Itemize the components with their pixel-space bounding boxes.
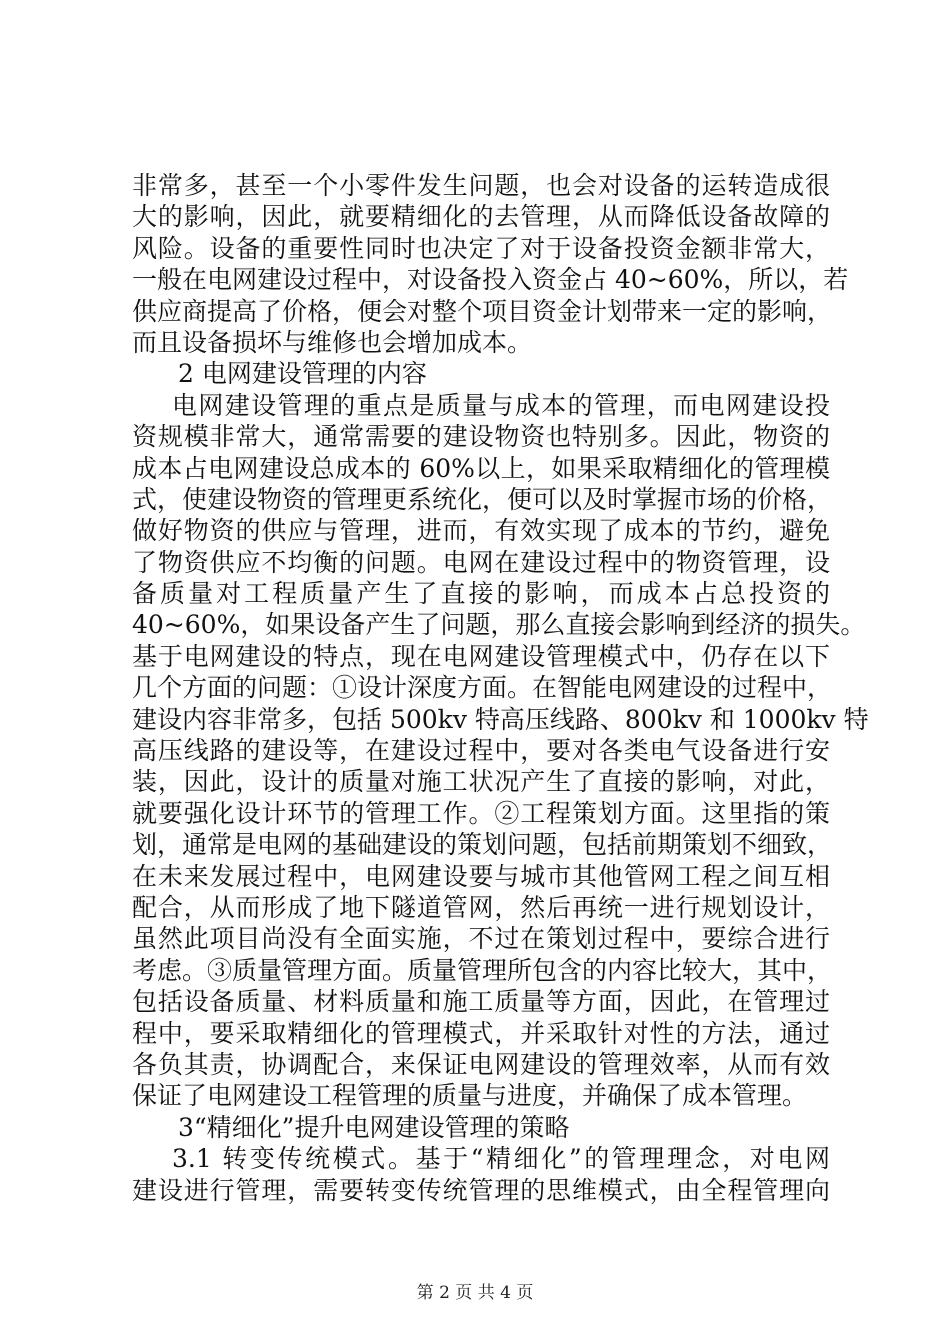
- text-line: 备质量对工程质量产生了直接的影响，而成本占总投资的: [132, 579, 830, 609]
- text-line: 了物资供应不均衡的问题。电网在建设过程中的物资管理，设: [132, 547, 830, 577]
- text-line: 电网建设管理的重点是质量与成本的管理，而电网建设投: [172, 390, 830, 420]
- text-line: 在未来发展过程中，电网建设要与城市其他管网工程之间互相: [132, 861, 830, 891]
- text-line: 资规模非常大，通常需要的建设物资也特别多。因此，物资的: [132, 422, 830, 452]
- text-line: 保证了电网建设工程管理的质量与进度，并确保了成本管理。: [132, 1081, 808, 1111]
- text-line: 基于电网建设的特点，现在电网建设管理模式中，仍存在以下: [132, 641, 830, 671]
- text-line: 考虑。③质量管理方面。质量管理所包含的内容比较大，其中，: [132, 955, 833, 985]
- document-body: [132, 170, 869, 1206]
- text-line: 划，通常是电网的基础建设的策划问题，包括前期策划不细致，: [132, 830, 833, 860]
- section-heading: 2 电网建设管理的内容: [178, 359, 427, 389]
- text-line: 做好物资的供应与管理，进而，有效实现了成本的节约，避免: [132, 516, 830, 546]
- text-line: 一般在电网建设过程中，对设备投入资金占 40~60%，所以，若: [132, 265, 849, 295]
- text-line: 建设内容非常多，包括 500kv 特高压线路、800kv 和 1000kv 特: [132, 704, 869, 734]
- text-line: 几个方面的问题：①设计深度方面。在智能电网建设的过程中，: [132, 673, 833, 703]
- section-heading: 3“精细化”提升电网建设管理的策略: [178, 1112, 570, 1142]
- text-line: 装，因此，设计的质量对施工状况产生了直接的影响，对此，: [132, 767, 830, 797]
- text-line: 而且设备损坏与维修也会增加成本。: [132, 327, 533, 357]
- page-footer: 第 2 页 共 4 页: [416, 1283, 534, 1303]
- text-line: 各负其责，协调配合，来保证电网建设的管理效率，从而有效: [132, 1049, 830, 1079]
- text-line: 大的影响，因此，就要精细化的去管理，从而降低设备故障的: [132, 202, 830, 232]
- text-line: 非常多，甚至一个小零件发生问题，也会对设备的运转造成很: [132, 171, 830, 200]
- text-line: 供应商提高了价格，便会对整个项目资金计划带来一定的影响，: [132, 296, 833, 326]
- text-line: 成本占电网建设总成本的 60%以上，如果采取精细化的管理模: [132, 453, 830, 483]
- text-line: 高压线路的建设等，在建设过程中，要对各类电气设备进行安: [132, 736, 830, 766]
- text-line: 虽然此项目尚没有全面实施，不过在策划过程中，要综合进行: [132, 924, 830, 954]
- text-line: 配合，从而形成了地下隧道管网，然后再统一进行规划设计，: [132, 892, 830, 922]
- text-line: 程中，要采取精细化的管理模式，并采取针对性的方法，通过: [132, 1018, 830, 1048]
- text-line: 建设进行管理，需要转变传统管理的思维模式，由全程管理向: [132, 1175, 830, 1205]
- text-line: 40~60%，如果设备产生了问题，那么直接会影响到经济的损失。: [132, 610, 866, 640]
- text-line: 式，使建设物资的管理更系统化，便可以及时掌握市场的价格，: [132, 484, 833, 514]
- text-line: 就要强化设计环节的管理工作。②工程策划方面。这里指的策: [132, 798, 830, 828]
- text-line: 风险。设备的重要性同时也决定了对于设备投资金额非常大，: [132, 233, 830, 263]
- text-line: 3.1 转变传统模式。基于“精细化”的管理理念，对电网: [172, 1144, 830, 1174]
- text-line: 包括设备质量、材料质量和施工质量等方面，因此，在管理过: [132, 987, 830, 1017]
